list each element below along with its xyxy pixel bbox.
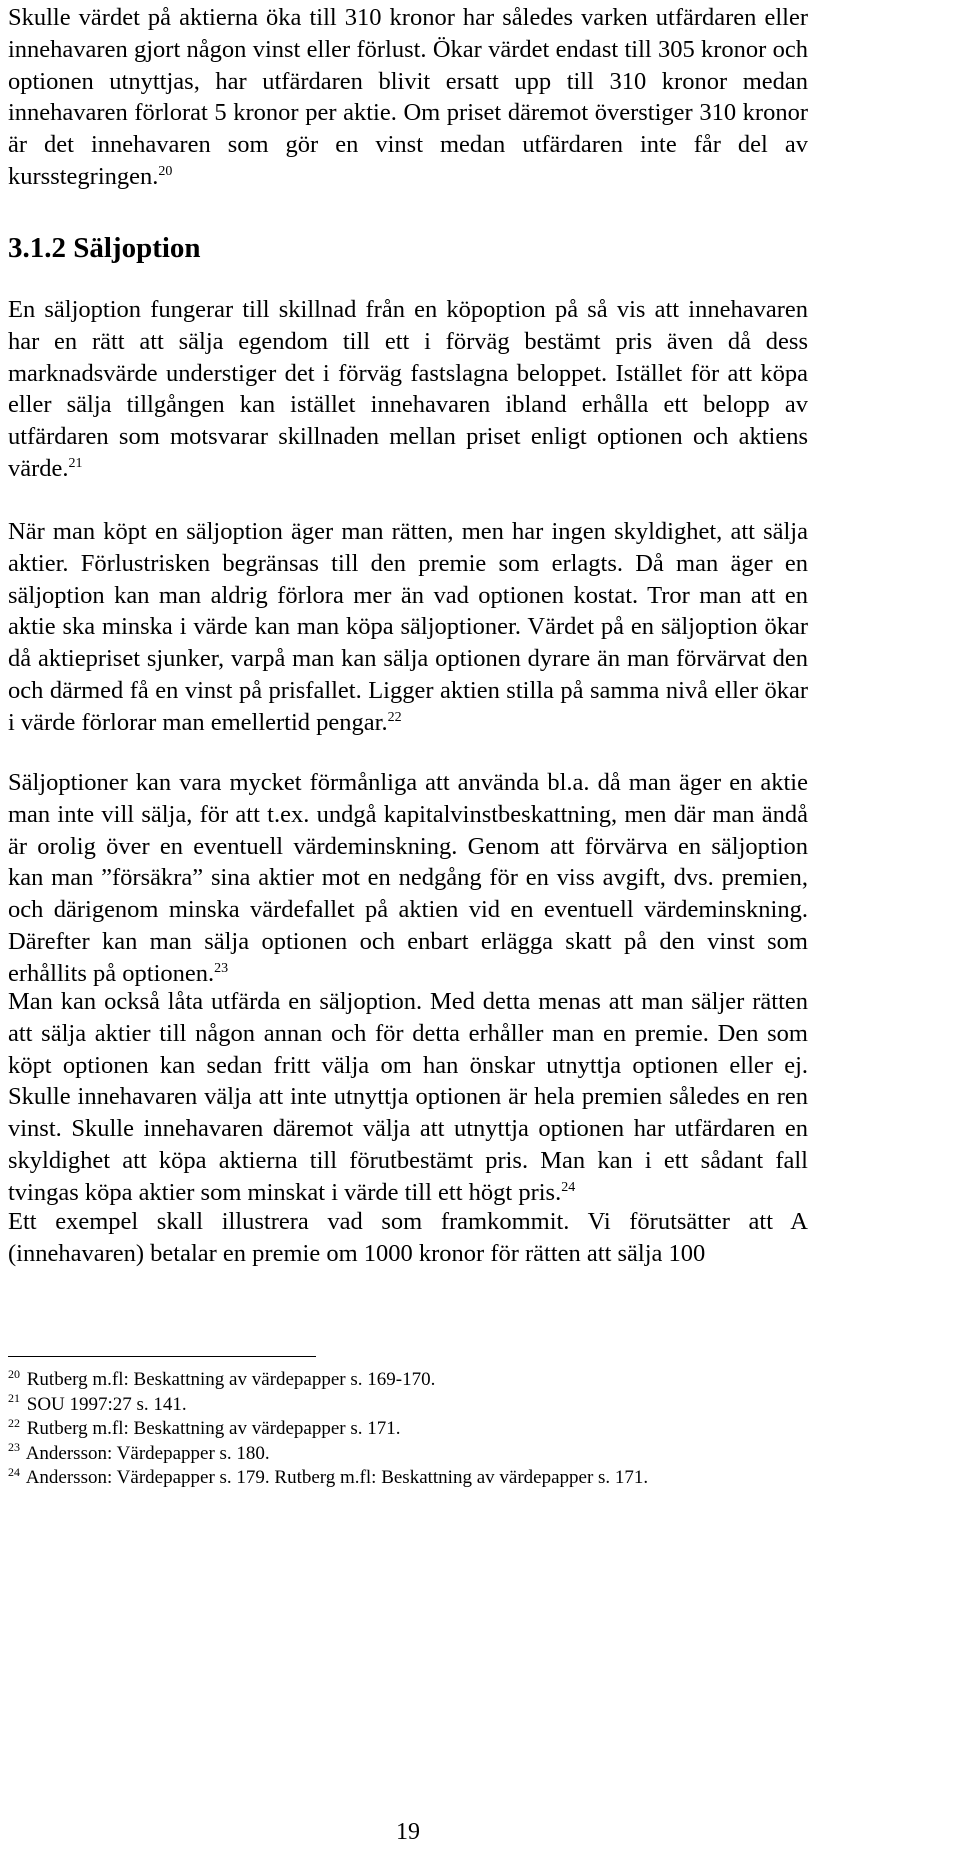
footnote-number: 22	[8, 1415, 20, 1430]
body-paragraph	[8, 2, 808, 193]
footnote	[8, 1466, 808, 1491]
body-paragraph	[8, 986, 808, 1209]
footnote-number: 23	[8, 1440, 20, 1455]
footnote-separator	[8, 1356, 316, 1357]
footnote-reference: 21	[68, 455, 83, 471]
footnote	[8, 1368, 808, 1393]
body-paragraph	[8, 516, 808, 739]
body-paragraph	[8, 1206, 808, 1270]
footnote	[8, 1393, 808, 1418]
footnote	[8, 1417, 808, 1442]
section-heading: 3.1.2 Säljoption	[8, 232, 201, 264]
footnote-number: 24	[8, 1464, 20, 1479]
footnote-reference: 22	[387, 709, 402, 725]
paragraph-text: Säljoptioner kan vara mycket förmånliga att använda bl.a. då man äger en aktie man inte vill sälja, för att t.ex. undgå kapitalvinstbeskattning, men där man ändå är orolig över en eventuell värdeminskning. Genom att förvärva en säljoption kan man ”försäkra” sina aktier mot en nedgång för en viss avgift, dvs. premien, och därigenom minska värdefallet på aktien vid en eventuell värdeminskning. Därefter kan man sälja optionen och enbart erlägga skatt på den vinst som erhållits på optionen.	[8, 769, 808, 987]
footnote-reference: 23	[214, 960, 229, 976]
paragraph-text: Skulle värdet på aktierna öka till 310 kronor har således varken utfärdaren eller innehavaren gjort någon vinst eller förlust. Ökar värdet endast till 305 kronor och optionen utnyttjas, har utfärdaren blivit ersatt upp till 310 kronor medan innehavaren förlorat 5 kronor per aktie. Om priset däremot överstiger 310 kronor är det innehavaren som gör en vinst medan utfärdaren inte får del av kursstegringen.	[8, 4, 808, 190]
footnote-text: Andersson: Värdepapper s. 180.	[25, 1442, 270, 1464]
paragraph-text: Ett exempel skall illustrera vad som framkommit. Vi förutsätter att A (innehavaren) betalar en premie om 1000 kronor för rätten att sälja 100	[8, 1208, 808, 1267]
footnote-text: Rutberg m.fl: Beskattning av värdepapper s. 169-170.	[26, 1369, 436, 1390]
body-paragraph	[8, 294, 808, 485]
paragraph-text: En säljoption fungerar till skillnad från en köpoption på så vis att innehavaren har en rätt att sälja egendom till ett i förväg bestämt pris även då dess marknadsvärde understiger det i förväg fastslagna beloppet. Istället för att köpa eller sälja tillgången kan istället innehavaren ibland erhålla ett belopp av utfärdaren som motsvarar skillnaden mellan priset enligt optionen och aktiens värde.	[8, 296, 808, 482]
footnote-text: SOU 1997:27 s. 141.	[26, 1393, 187, 1415]
footnote-text: Andersson: Värdepapper s. 179. Rutberg m.fl: Beskattning av värdepapper s. 171.	[25, 1467, 649, 1488]
paragraph-text: Man kan också låta utfärda en säljoption. Med detta menas att man säljer rätten att sälja aktier till någon annan och för detta erhåller man en premie. Den som köpt optionen kan sedan fritt välja om han önskar utnyttja optionen eller ej. Skulle innehavaren välja att inte utnyttja optionen är hela premien således en ren vinst. Skulle innehavaren däremot välja att utnyttja optionen har utfärdaren en skyldighet att köpa aktierna till förutbestämt pris. Man kan i ett sådant fall tvingas köpa aktier som minskat i värde till ett högt pris.	[8, 988, 808, 1206]
footnote-reference: 20	[158, 163, 173, 179]
footnote-text: Rutberg m.fl: Beskattning av värdepapper s. 171.	[26, 1418, 401, 1439]
footnote-reference: 24	[561, 1179, 576, 1195]
footnote	[8, 1442, 808, 1467]
page-number: 19	[396, 1819, 420, 1845]
footnote-number: 21	[8, 1391, 20, 1406]
footnote-list	[8, 1368, 808, 1491]
paragraph-text: När man köpt en säljoption äger man rätten, men har ingen skyldighet, att sälja aktier. Förlustrisken begränsas till den premie som erlagts. Då man äger en säljoption kan man aldrig förlora mer än vad optionen kostat. Tror man att en aktie ska minska i värde kan man köpa säljoptioner. Värdet på en säljoption ökar då aktiepriset sjunker, varpå man kan sälja optionen dyrare än man förvärvat den och därmed få en vinst på prisfallet. Ligger aktien stilla på samma nivå eller ökar i värde förlorar man emellertid pengar.	[8, 518, 808, 736]
footnote-number: 20	[8, 1366, 20, 1381]
body-paragraph	[8, 767, 808, 990]
